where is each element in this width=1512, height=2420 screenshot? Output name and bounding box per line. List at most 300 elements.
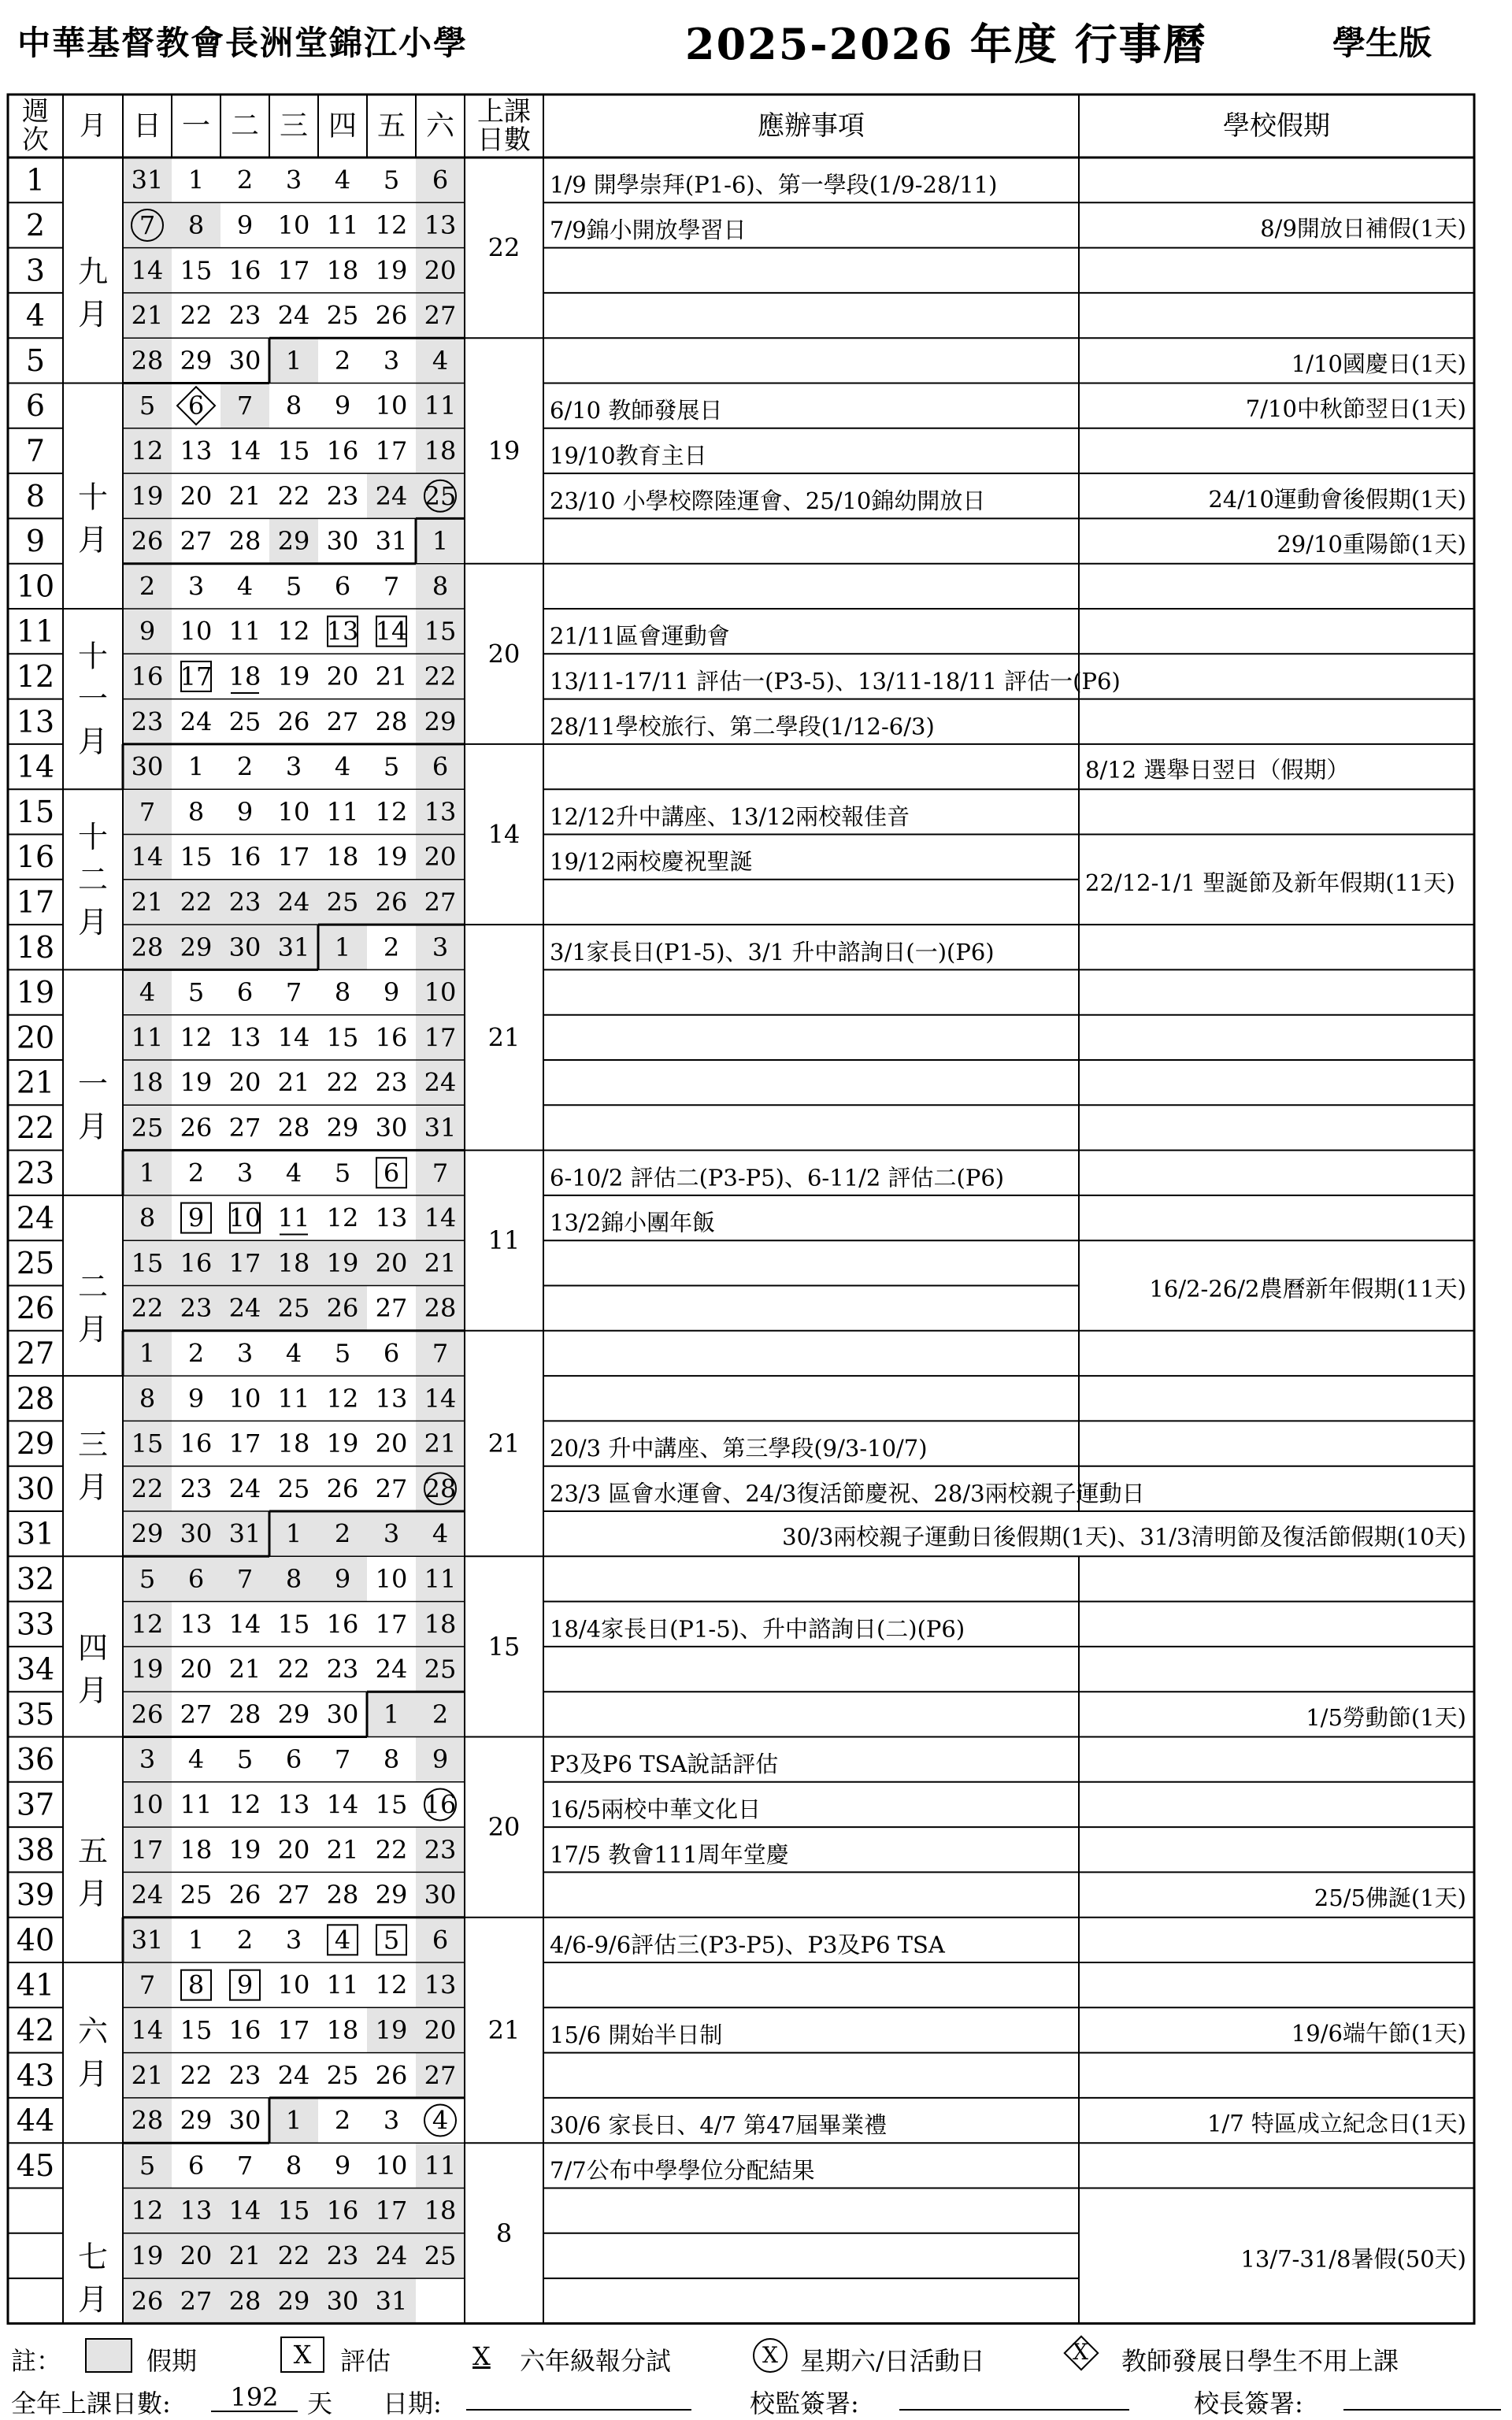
date-cell: 17 [228, 1247, 261, 1278]
date-cell: 30 [326, 2285, 359, 2316]
date-cell: 25 [424, 2240, 457, 2271]
week-number: 44 [16, 2103, 55, 2138]
event-text: 28/11學校旅行、第二學段(1/12-6/3) [550, 713, 935, 740]
month-label: 二 [77, 862, 109, 897]
date-cell: 22 [131, 1473, 164, 1504]
date-cell: 18 [131, 1067, 164, 1098]
header-month: 月 [80, 110, 106, 142]
month-label: 三 [77, 1427, 109, 1462]
school-days-count: 21 [487, 1429, 521, 1459]
school-days-count: 8 [495, 2218, 513, 2248]
date-cell: 10 [228, 1203, 261, 1233]
week-number: 23 [16, 1155, 55, 1191]
date-cell: 9 [334, 2150, 351, 2181]
date-cell: 11 [424, 2150, 457, 2181]
date-cell: 10 [180, 616, 213, 647]
event-text: 1/9 開學崇拜(P1-6)、第一學段(1/9-28/11) [550, 171, 998, 198]
date-cell: 15 [180, 255, 213, 286]
date-cell: 4 [432, 1518, 449, 1549]
week-number: 45 [16, 2148, 55, 2183]
legend-circle-icon: X [753, 2338, 788, 2373]
date-cell: 20 [228, 1067, 261, 1098]
date-cell: 8 [187, 1970, 205, 2000]
date-label: 日期: [383, 2388, 442, 2418]
date-cell: 30 [180, 1518, 213, 1549]
date-cell: 10 [277, 209, 310, 240]
event-text: 6/10 教師發展日 [550, 397, 723, 424]
date-cell: 11 [131, 1022, 164, 1053]
date-cell: 15 [277, 1609, 310, 1640]
date-cell: 26 [326, 1293, 359, 1324]
header-school-days: 上課 [477, 96, 531, 128]
week-number: 4 [25, 298, 46, 333]
date-cell: 3 [432, 932, 449, 962]
date-cell: 3 [236, 1338, 254, 1369]
date-cell: 10 [131, 1789, 164, 1820]
date-cell: 6 [187, 1563, 205, 1594]
date-cell: 4 [334, 1925, 351, 1955]
date-cell: 4 [334, 165, 351, 195]
date-cell: 7 [383, 571, 400, 602]
date-cell: 23 [326, 1654, 359, 1684]
date-cell: 20 [180, 1654, 213, 1684]
date-cell: 23 [131, 706, 164, 737]
date-cell: 19 [131, 480, 164, 511]
event-text: 20/3 升中講座、第三學段(9/3-10/7) [550, 1435, 928, 1462]
date-cell: 20 [180, 2240, 213, 2271]
date-cell: 17 [277, 2014, 310, 2045]
week-number: 28 [16, 1380, 55, 1416]
date-cell: 8 [187, 796, 205, 827]
event-text: 21/11區會運動會 [550, 622, 730, 650]
date-cell: 26 [131, 526, 164, 557]
date-cell: 3 [383, 2105, 400, 2136]
date-cell: 20 [277, 1834, 310, 1865]
date-cell: 13 [375, 1383, 408, 1414]
legend-diamond-mark: X [1073, 2339, 1088, 2365]
month-label: 月 [77, 1876, 109, 1911]
date-cell: 12 [277, 616, 310, 647]
school-days-count: 19 [487, 435, 521, 466]
school-days-count: 14 [487, 819, 521, 850]
date-cell: 1 [383, 1699, 400, 1729]
event-text: 30/6 家長日、4/7 第47屆畢業禮 [550, 2111, 888, 2139]
event-text: 12/12升中講座、13/12兩校報佳音 [550, 802, 910, 830]
week-number: 8 [25, 478, 46, 513]
date-cell: 9 [432, 1744, 449, 1775]
date-cell: 9 [383, 977, 400, 1008]
week-number: 25 [16, 1245, 55, 1280]
date-cell: 20 [375, 1247, 408, 1278]
date-cell: 15 [424, 616, 457, 647]
date-cell: 4 [334, 751, 351, 782]
legend-note: 註： [11, 2346, 62, 2376]
date-cell: 29 [180, 2105, 213, 2136]
date-cell: 5 [383, 751, 400, 782]
principal-signature-label: 校長簽署: [1194, 2388, 1303, 2418]
date-cell: 30 [424, 1880, 457, 1910]
date-cell: 28 [424, 1473, 457, 1504]
date-cell: 19 [228, 1834, 261, 1865]
date-cell: 29 [326, 1112, 359, 1143]
date-cell: 6 [432, 1925, 449, 1955]
date-cell: 27 [375, 1293, 408, 1324]
school-days-count: 20 [487, 1812, 521, 1843]
date-cell: 16 [180, 1429, 213, 1459]
legend-p6-mark: X [472, 2341, 491, 2371]
date-cell: 23 [228, 887, 261, 917]
date-cell: 8 [285, 391, 302, 421]
week-number: 37 [16, 1787, 55, 1822]
date-cell: 11 [326, 209, 359, 240]
date-cell: 9 [139, 616, 156, 647]
date-cell: 3 [383, 1518, 400, 1549]
month-label: 月 [77, 904, 109, 939]
date-cell: 14 [131, 2014, 164, 2045]
date-cell: 1 [285, 2105, 302, 2136]
date-cell: 8 [285, 2150, 302, 2181]
date-cell: 15 [277, 2196, 310, 2226]
legend-staff-dev: 教師發展日學生不用上課 [1121, 2346, 1399, 2376]
date-cell: 11 [277, 1383, 310, 1414]
date-cell: 24 [277, 300, 310, 331]
date-cell: 19 [375, 842, 408, 873]
date-cell: 2 [236, 1925, 254, 1955]
header-events: 應辦事項 [758, 110, 865, 142]
date-cell: 22 [180, 2060, 213, 2091]
event-text: 4/6-9/6評估三(P3-P5)、P3及P6 TSA [550, 1931, 945, 1959]
date-cell: 11 [326, 1970, 359, 2000]
date-cell: 8 [334, 977, 351, 1008]
full-width-note: 30/3兩校親子運動日後假期(1天)、31/3清明節及復活節假期(10天) [782, 1523, 1466, 1551]
date-cell: 6 [334, 571, 351, 602]
week-number: 35 [16, 1696, 55, 1732]
date-cell: 6 [187, 391, 205, 421]
date-cell: 28 [131, 345, 164, 376]
date-cell: 22 [131, 1293, 164, 1324]
month-label: 月 [77, 1312, 109, 1347]
date-cell: 26 [375, 300, 408, 331]
event-text: 3/1家長日(P1-5)、3/1 升中諮詢日(一)(P6) [550, 938, 995, 965]
event-text: 19/10教育主日 [550, 442, 707, 469]
date-cell: 24 [131, 1880, 164, 1910]
legend-assessment: 評估 [340, 2346, 391, 2376]
date-cell: 8 [285, 1563, 302, 1594]
month-label: 九 [77, 254, 109, 289]
date-cell: 31 [131, 1925, 164, 1955]
date-line [466, 2409, 691, 2411]
event-text: 23/10 小學校際陸運會、25/10錦幼開放日 [550, 487, 986, 514]
date-cell: 16 [228, 2014, 261, 2045]
month-label: 十 [77, 639, 109, 674]
date-cell: 21 [424, 1429, 457, 1459]
week-number: 10 [16, 569, 55, 604]
date-cell: 28 [424, 1293, 457, 1324]
date-cell: 21 [131, 300, 164, 331]
week-number: 43 [16, 2058, 55, 2093]
date-cell: 14 [228, 435, 261, 466]
event-text: 13/2錦小團年飯 [550, 1209, 716, 1236]
version-label: 學生版 [1332, 24, 1432, 62]
date-cell: 20 [424, 2014, 457, 2045]
month-label: 十 [77, 480, 109, 515]
date-cell: 6 [383, 1338, 400, 1369]
week-number: 7 [25, 433, 46, 469]
date-cell: 7 [236, 1563, 254, 1594]
date-cell: 14 [277, 1022, 310, 1053]
date-cell: 29 [375, 1880, 408, 1910]
date-cell: 13 [424, 209, 457, 240]
date-cell: 5 [187, 977, 205, 1008]
date-cell: 12 [131, 1609, 164, 1640]
date-cell: 19 [375, 2014, 408, 2045]
date-cell: 3 [285, 1925, 302, 1955]
week-number: 9 [25, 524, 46, 559]
date-cell: 26 [375, 2060, 408, 2091]
header-school-days: 日數 [477, 124, 531, 156]
holiday-text: 25/5佛誕(1天) [1314, 1884, 1466, 1912]
week-number: 30 [16, 1471, 55, 1506]
holiday-text: 22/12-1/1 聖誕節及新年假期(11天) [1085, 869, 1455, 896]
date-cell: 1 [334, 932, 351, 962]
date-cell: 25 [131, 1112, 164, 1143]
date-cell: 4 [432, 345, 449, 376]
date-cell: 11 [228, 616, 261, 647]
date-cell: 30 [228, 2105, 261, 2136]
event-text: 16/5兩校中華文化日 [550, 1796, 762, 1823]
date-cell: 15 [131, 1429, 164, 1459]
date-cell: 26 [131, 1699, 164, 1729]
date-cell: 12 [326, 1383, 359, 1414]
date-cell: 12 [131, 2196, 164, 2226]
week-number: 18 [16, 929, 55, 965]
holiday-text: 7/10中秋節翌日(1天) [1245, 395, 1466, 423]
event-text: 6-10/2 評估二(P3-P5)、6-11/2 評估二(P6) [550, 1164, 1005, 1191]
date-cell: 27 [424, 887, 457, 917]
date-cell: 1 [285, 345, 302, 376]
date-cell: 13 [180, 435, 213, 466]
date-cell: 7 [432, 1158, 449, 1188]
holiday-text: 8/9開放日補假(1天) [1260, 214, 1466, 242]
date-cell: 15 [131, 1247, 164, 1278]
date-cell: 22 [277, 2240, 310, 2271]
date-cell: 2 [187, 1158, 205, 1188]
date-cell: 1 [139, 1338, 156, 1369]
date-cell: 10 [375, 2150, 408, 2181]
date-cell: 2 [236, 751, 254, 782]
date-cell: 2 [334, 345, 351, 376]
date-cell: 2 [187, 1338, 205, 1369]
date-cell: 17 [180, 661, 213, 691]
date-cell: 24 [424, 1067, 457, 1098]
header-week: 次 [22, 124, 49, 156]
date-cell: 24 [375, 480, 408, 511]
date-cell: 9 [236, 796, 254, 827]
date-cell: 6 [432, 165, 449, 195]
date-cell: 28 [375, 706, 408, 737]
date-cell: 1 [187, 1925, 205, 1955]
date-cell: 2 [432, 1699, 449, 1729]
date-cell: 22 [375, 1834, 408, 1865]
date-cell: 19 [131, 1654, 164, 1684]
legend-diamond-icon [1063, 2335, 1098, 2370]
week-number: 38 [16, 1832, 55, 1867]
date-cell: 23 [228, 2060, 261, 2091]
date-cell: 27 [180, 1699, 213, 1729]
date-cell: 17 [375, 435, 408, 466]
date-cell: 22 [277, 1654, 310, 1684]
date-cell: 19 [375, 255, 408, 286]
header-week: 週 [22, 96, 49, 128]
date-cell: 17 [375, 1609, 408, 1640]
date-cell: 21 [131, 887, 164, 917]
holiday-text: 13/7-31/8暑假(50天) [1240, 2245, 1466, 2273]
header-day: 日 [132, 109, 162, 143]
date-cell: 17 [228, 1429, 261, 1459]
event-text: 7/7公布中學學位分配結果 [550, 2156, 815, 2184]
date-cell: 5 [383, 165, 400, 195]
date-cell: 10 [375, 1563, 408, 1594]
date-cell: 28 [277, 1112, 310, 1143]
date-cell: 10 [375, 391, 408, 421]
school-days-count: 11 [487, 1225, 521, 1256]
date-cell: 7 [139, 796, 156, 827]
date-cell: 10 [228, 1383, 261, 1414]
date-cell: 24 [228, 1293, 261, 1324]
date-cell: 29 [180, 932, 213, 962]
date-cell: 27 [375, 1473, 408, 1504]
date-cell: 12 [326, 1203, 359, 1233]
legend-weekend-activity: 星期六/日活動日 [800, 2346, 985, 2376]
date-cell: 25 [424, 1654, 457, 1684]
principal-signature-line [1343, 2409, 1501, 2411]
date-cell: 18 [424, 1609, 457, 1640]
date-cell: 16 [326, 2196, 359, 2226]
legend-holiday-swatch [85, 2338, 132, 2373]
date-cell: 5 [139, 391, 156, 421]
date-cell: 8 [383, 1744, 400, 1775]
date-cell: 6 [432, 751, 449, 782]
date-cell: 23 [375, 1067, 408, 1098]
date-cell: 20 [326, 661, 359, 691]
date-cell: 25 [277, 1293, 310, 1324]
date-cell: 20 [180, 480, 213, 511]
supervisor-signature-label: 校監簽署: [750, 2388, 859, 2418]
week-number: 19 [16, 975, 55, 1010]
date-cell: 20 [424, 842, 457, 873]
week-number: 31 [16, 1516, 55, 1551]
legend-assessment-box: X [280, 2337, 324, 2373]
date-cell: 6 [285, 1744, 302, 1775]
date-cell: 9 [187, 1383, 205, 1414]
date-cell: 13 [424, 796, 457, 827]
date-cell: 3 [187, 571, 205, 602]
date-cell: 7 [285, 977, 302, 1008]
date-cell: 4 [432, 2105, 449, 2136]
week-number: 33 [16, 1607, 55, 1642]
week-number: 24 [16, 1200, 55, 1236]
month-label: 月 [77, 2056, 109, 2092]
total-days-unit: 天 [307, 2388, 333, 2418]
date-cell: 16 [228, 842, 261, 873]
month-label: 四 [77, 1630, 109, 1666]
date-cell: 21 [424, 1247, 457, 1278]
date-cell: 28 [228, 526, 261, 557]
date-cell: 22 [180, 887, 213, 917]
date-cell: 24 [375, 2240, 408, 2271]
date-cell: 8 [139, 1383, 156, 1414]
date-cell: 15 [277, 435, 310, 466]
month-label: 月 [77, 522, 109, 558]
date-cell: 21 [228, 2240, 261, 2271]
date-cell: 3 [139, 1744, 156, 1775]
date-cell: 23 [424, 1834, 457, 1865]
date-cell: 4 [236, 571, 254, 602]
event-text: 17/5 教會111周年堂慶 [550, 1840, 789, 1868]
date-cell: 2 [383, 932, 400, 962]
date-cell: 26 [326, 1473, 359, 1504]
event-text: 18/4家長日(P1-5)、升中諮詢日(二)(P6) [550, 1615, 965, 1643]
month-label: 六 [77, 2014, 109, 2049]
date-cell: 16 [131, 661, 164, 691]
event-text: 15/6 開始半日制 [550, 2021, 723, 2048]
date-cell: 3 [285, 751, 302, 782]
week-number: 6 [25, 388, 46, 424]
date-cell: 12 [375, 1970, 408, 2000]
date-cell: 18 [424, 2196, 457, 2226]
event-text: 23/3 區會水運會、24/3復活節慶祝、28/3兩校親子運動日 [550, 1480, 1145, 1507]
date-cell: 14 [228, 1609, 261, 1640]
date-cell: 13 [277, 1789, 310, 1820]
date-cell: 30 [228, 345, 261, 376]
date-cell: 2 [236, 165, 254, 195]
holiday-text: 24/10運動會後假期(1天) [1208, 485, 1466, 513]
date-cell: 30 [326, 1699, 359, 1729]
date-cell: 4 [285, 1338, 302, 1369]
month-label: 月 [77, 296, 109, 332]
holiday-text: 8/12 選舉日翌日（假期） [1085, 756, 1350, 784]
date-cell: 22 [277, 480, 310, 511]
date-cell: 13 [375, 1203, 408, 1233]
date-cell: 27 [424, 2060, 457, 2091]
date-cell: 10 [277, 796, 310, 827]
date-cell: 26 [228, 1880, 261, 1910]
week-number: 22 [16, 1110, 55, 1145]
event-text: 13/11-17/11 評估一(P3-5)、13/11-18/11 評估一(P6) [550, 667, 1121, 695]
date-cell: 6 [236, 977, 254, 1008]
date-cell: 7 [139, 209, 156, 240]
date-cell: 16 [424, 1789, 457, 1820]
month-label: 月 [77, 1673, 109, 1708]
date-cell: 24 [180, 706, 213, 737]
date-cell: 29 [180, 345, 213, 376]
date-cell: 23 [180, 1473, 213, 1504]
holiday-text: 19/6端午節(1天) [1291, 2019, 1466, 2047]
date-cell: 24 [375, 1654, 408, 1684]
date-cell: 4 [187, 1744, 205, 1775]
date-cell: 6 [187, 2150, 205, 2181]
month-label: 二 [77, 1269, 109, 1305]
week-number: 39 [16, 1877, 55, 1913]
date-cell: 15 [180, 2014, 213, 2045]
date-cell: 30 [375, 1112, 408, 1143]
date-cell: 27 [277, 1880, 310, 1910]
date-cell: 30 [326, 526, 359, 557]
week-number: 13 [16, 704, 55, 739]
date-cell: 4 [285, 1158, 302, 1188]
date-cell: 13 [228, 1022, 261, 1053]
date-cell: 5 [236, 1744, 254, 1775]
